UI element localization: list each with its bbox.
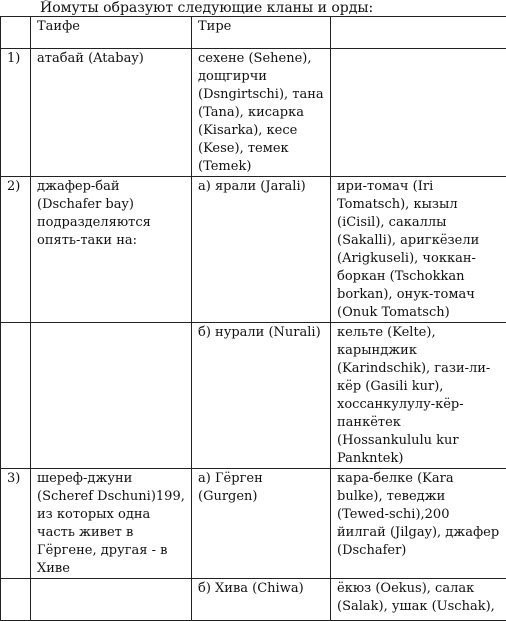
row-number bbox=[1, 579, 31, 621]
header-cell-tire: Тире bbox=[192, 17, 331, 49]
table-row bbox=[1, 469, 506, 579]
row-number: 1) bbox=[1, 49, 31, 177]
taife-cell: джафер-бай (Dschafer bay) подразделяются опять-таки на: bbox=[31, 177, 192, 323]
clans-table bbox=[0, 16, 506, 621]
header-cell-taife: Таифе bbox=[31, 17, 192, 49]
table-row bbox=[1, 323, 506, 469]
taife-cell bbox=[31, 323, 192, 469]
table-row bbox=[1, 177, 506, 323]
page-heading: Йомуты образуют следующие кланы и орды: bbox=[40, 0, 373, 16]
header-cell-number bbox=[1, 17, 31, 49]
tire-cell: а) Гёрген (Gurgen) bbox=[192, 469, 331, 579]
subgroups-cell: ири-томач (Iri Tomatsch), кызыл (iCisil), сакаллы (Sakalli), аригкёзели (Arigkuseli), чоккан-боркан (Tschokkan borkan), онук-томач (Onuk Tomatsch) bbox=[331, 177, 506, 323]
taife-cell: шереф-джуни (Scheref Dschuni)199, из которых одна часть живет в Гёргене, другая - в Хиве bbox=[31, 469, 192, 579]
table-row bbox=[1, 49, 506, 177]
taife-cell bbox=[31, 579, 192, 621]
taife-cell: атабай (Atabay) bbox=[31, 49, 192, 177]
tire-cell: сехене (Sehene), дощгирчи (Dsngirtschi), тана (Tana), кисарка (Kisarka), кесе (Kese), темек (Temek) bbox=[192, 49, 331, 177]
table-row bbox=[1, 579, 506, 621]
tire-cell: б) Хива (Chiwa) bbox=[192, 579, 331, 621]
subgroups-cell bbox=[331, 49, 506, 177]
subgroups-cell: кара-белке (Kara bulke), теведжи (Tewed-schi),200 йилгай (Jilgay), джафер (Dschafer) bbox=[331, 469, 506, 579]
header-cell-subgroups bbox=[331, 17, 506, 49]
tire-cell: а) ярали (Jarali) bbox=[192, 177, 331, 323]
tire-cell: б) нурали (Nurali) bbox=[192, 323, 331, 469]
row-number: 2) bbox=[1, 177, 31, 323]
row-number: 3) bbox=[1, 469, 31, 579]
subgroups-cell: кельте (Kelte), карынджик (Karindschik), гази-ли-кёр (Gasili kur), хоссанкулулу-кёр-панкётек (Hossankululu kur Pankntek) bbox=[331, 323, 506, 469]
row-number bbox=[1, 323, 31, 469]
subgroups-cell: ёкюз (Oekus), салак (Salak), ушак (Uschak), bbox=[331, 579, 506, 621]
table-header-row bbox=[1, 17, 506, 49]
